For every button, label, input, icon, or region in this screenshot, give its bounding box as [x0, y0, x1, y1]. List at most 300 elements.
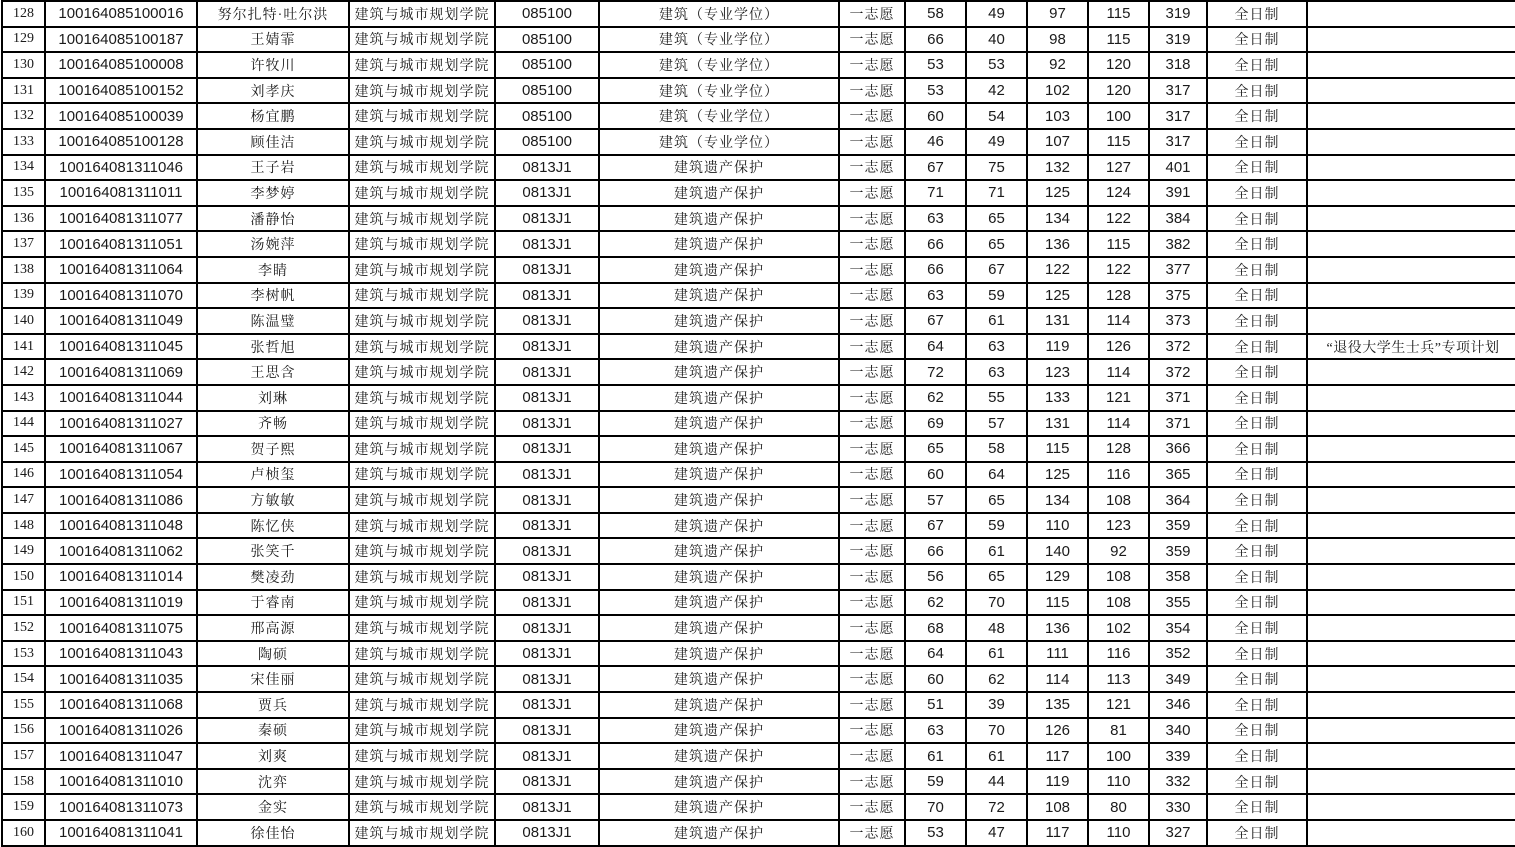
cell-college: 建筑与城市规划学院 [349, 615, 495, 641]
cell-s4: 80 [1088, 794, 1149, 820]
cell-college: 建筑与城市规划学院 [349, 411, 495, 437]
cell-name: 卢桢玺 [197, 462, 349, 488]
cell-college: 建筑与城市规划学院 [349, 283, 495, 309]
cell-code: 0813J1 [495, 385, 599, 411]
cell-mode: 全日制 [1207, 411, 1307, 437]
cell-s3: 103 [1027, 103, 1088, 129]
cell-s2: 54 [966, 103, 1027, 129]
cell-s4: 127 [1088, 155, 1149, 181]
cell-name: 刘琳 [197, 385, 349, 411]
cell-name: 刘爽 [197, 743, 349, 769]
cell-remark [1307, 718, 1515, 744]
cell-major: 建筑（专业学位） [599, 103, 839, 129]
cell-remark [1307, 462, 1515, 488]
cell-s3: 119 [1027, 769, 1088, 795]
cell-total: 377 [1149, 257, 1207, 283]
cell-major: 建筑遗产保护 [599, 794, 839, 820]
cell-college: 建筑与城市规划学院 [349, 769, 495, 795]
cell-total: 365 [1149, 462, 1207, 488]
cell-name: 刘孝庆 [197, 78, 349, 104]
cell-remark [1307, 257, 1515, 283]
cell-major: 建筑（专业学位） [599, 78, 839, 104]
cell-college: 建筑与城市规划学院 [349, 718, 495, 744]
cell-volunteer: 一志愿 [839, 718, 905, 744]
cell-mode: 全日制 [1207, 308, 1307, 334]
cell-no: 132 [2, 103, 45, 129]
cell-s1: 70 [905, 794, 966, 820]
cell-code: 0813J1 [495, 538, 599, 564]
cell-s3: 125 [1027, 180, 1088, 206]
cell-total: 373 [1149, 308, 1207, 334]
cell-college: 建筑与城市规划学院 [349, 155, 495, 181]
table-row [2, 359, 1515, 385]
cell-major: 建筑遗产保护 [599, 615, 839, 641]
cell-name: 杨宜鹏 [197, 103, 349, 129]
cell-s1: 60 [905, 666, 966, 692]
cell-total: 364 [1149, 487, 1207, 513]
cell-total: 401 [1149, 155, 1207, 181]
cell-s3: 115 [1027, 590, 1088, 616]
cell-volunteer: 一志愿 [839, 794, 905, 820]
cell-major: 建筑遗产保护 [599, 513, 839, 539]
cell-major: 建筑（专业学位） [599, 1, 839, 27]
cell-volunteer: 一志愿 [839, 78, 905, 104]
cell-total: 317 [1149, 78, 1207, 104]
cell-total: 319 [1149, 27, 1207, 53]
cell-major: 建筑遗产保护 [599, 206, 839, 232]
cell-total: 349 [1149, 666, 1207, 692]
cell-major: 建筑遗产保护 [599, 487, 839, 513]
cell-total: 371 [1149, 385, 1207, 411]
cell-total: 366 [1149, 436, 1207, 462]
cell-no: 146 [2, 462, 45, 488]
cell-volunteer: 一志愿 [839, 820, 905, 846]
cell-s1: 53 [905, 78, 966, 104]
cell-code: 0813J1 [495, 794, 599, 820]
cell-s4: 110 [1088, 820, 1149, 846]
cell-name: 潘静怡 [197, 206, 349, 232]
cell-s1: 60 [905, 103, 966, 129]
cell-college: 建筑与城市规划学院 [349, 52, 495, 78]
cell-mode: 全日制 [1207, 27, 1307, 53]
table-row [2, 743, 1515, 769]
cell-s2: 65 [966, 487, 1027, 513]
cell-s1: 62 [905, 385, 966, 411]
cell-major: 建筑遗产保护 [599, 334, 839, 360]
cell-s1: 63 [905, 283, 966, 309]
cell-mode: 全日制 [1207, 794, 1307, 820]
cell-s4: 128 [1088, 283, 1149, 309]
cell-total: 317 [1149, 103, 1207, 129]
cell-s4: 110 [1088, 769, 1149, 795]
cell-volunteer: 一志愿 [839, 52, 905, 78]
cell-code: 0813J1 [495, 180, 599, 206]
table-row [2, 641, 1515, 667]
cell-remark [1307, 615, 1515, 641]
cell-name: 李睛 [197, 257, 349, 283]
cell-s3: 98 [1027, 27, 1088, 53]
cell-s2: 55 [966, 385, 1027, 411]
cell-s1: 66 [905, 538, 966, 564]
cell-volunteer: 一志愿 [839, 231, 905, 257]
cell-s3: 115 [1027, 436, 1088, 462]
cell-code: 085100 [495, 27, 599, 53]
cell-total: 384 [1149, 206, 1207, 232]
cell-name: 张哲旭 [197, 334, 349, 360]
cell-major: 建筑（专业学位） [599, 27, 839, 53]
table-row [2, 52, 1515, 78]
cell-volunteer: 一志愿 [839, 359, 905, 385]
cell-mode: 全日制 [1207, 666, 1307, 692]
cell-no: 158 [2, 769, 45, 795]
cell-id: 100164081311014 [45, 564, 197, 590]
cell-id: 100164085100016 [45, 1, 197, 27]
cell-s2: 65 [966, 206, 1027, 232]
cell-mode: 全日制 [1207, 692, 1307, 718]
table-row [2, 769, 1515, 795]
cell-code: 085100 [495, 1, 599, 27]
cell-total: 319 [1149, 1, 1207, 27]
cell-name: 徐佳怡 [197, 820, 349, 846]
table-row [2, 820, 1515, 846]
cell-major: 建筑遗产保护 [599, 385, 839, 411]
cell-s4: 108 [1088, 487, 1149, 513]
cell-remark [1307, 641, 1515, 667]
cell-college: 建筑与城市规划学院 [349, 590, 495, 616]
cell-volunteer: 一志愿 [839, 206, 905, 232]
cell-major: 建筑遗产保护 [599, 308, 839, 334]
cell-mode: 全日制 [1207, 1, 1307, 27]
cell-mode: 全日制 [1207, 155, 1307, 181]
admission-score-table [1, 0, 1515, 847]
cell-mode: 全日制 [1207, 641, 1307, 667]
cell-college: 建筑与城市规划学院 [349, 692, 495, 718]
cell-name: 贾兵 [197, 692, 349, 718]
cell-id: 100164081311010 [45, 769, 197, 795]
cell-code: 0813J1 [495, 615, 599, 641]
cell-total: 372 [1149, 334, 1207, 360]
cell-code: 0813J1 [495, 462, 599, 488]
cell-s1: 67 [905, 513, 966, 539]
cell-s2: 58 [966, 436, 1027, 462]
cell-code: 0813J1 [495, 820, 599, 846]
cell-mode: 全日制 [1207, 334, 1307, 360]
cell-s2: 40 [966, 27, 1027, 53]
cell-volunteer: 一志愿 [839, 436, 905, 462]
cell-id: 100164081311045 [45, 334, 197, 360]
cell-s4: 122 [1088, 206, 1149, 232]
cell-code: 0813J1 [495, 155, 599, 181]
cell-id: 100164081311086 [45, 487, 197, 513]
cell-remark [1307, 206, 1515, 232]
cell-s2: 63 [966, 334, 1027, 360]
cell-code: 085100 [495, 52, 599, 78]
cell-volunteer: 一志愿 [839, 692, 905, 718]
cell-id: 100164081311070 [45, 283, 197, 309]
cell-s3: 131 [1027, 411, 1088, 437]
cell-s1: 66 [905, 27, 966, 53]
cell-code: 0813J1 [495, 718, 599, 744]
table-row [2, 487, 1515, 513]
cell-id: 100164081311048 [45, 513, 197, 539]
cell-mode: 全日制 [1207, 206, 1307, 232]
cell-no: 144 [2, 411, 45, 437]
cell-code: 0813J1 [495, 257, 599, 283]
cell-code: 0813J1 [495, 436, 599, 462]
cell-mode: 全日制 [1207, 513, 1307, 539]
cell-major: 建筑遗产保护 [599, 564, 839, 590]
cell-mode: 全日制 [1207, 718, 1307, 744]
cell-remark [1307, 283, 1515, 309]
cell-s2: 65 [966, 564, 1027, 590]
cell-name: 汤婉萍 [197, 231, 349, 257]
cell-s3: 92 [1027, 52, 1088, 78]
table-row [2, 27, 1515, 53]
cell-college: 建筑与城市规划学院 [349, 27, 495, 53]
cell-remark [1307, 180, 1515, 206]
cell-name: 顾佳洁 [197, 129, 349, 155]
cell-major: 建筑遗产保护 [599, 231, 839, 257]
cell-remark [1307, 385, 1515, 411]
cell-no: 150 [2, 564, 45, 590]
cell-id: 100164081311077 [45, 206, 197, 232]
cell-s3: 125 [1027, 462, 1088, 488]
cell-college: 建筑与城市规划学院 [349, 308, 495, 334]
cell-mode: 全日制 [1207, 743, 1307, 769]
cell-s4: 114 [1088, 359, 1149, 385]
cell-id: 100164081311067 [45, 436, 197, 462]
cell-code: 0813J1 [495, 411, 599, 437]
table-row [2, 666, 1515, 692]
table-row [2, 257, 1515, 283]
cell-s2: 61 [966, 308, 1027, 334]
cell-volunteer: 一志愿 [839, 334, 905, 360]
cell-s1: 60 [905, 462, 966, 488]
cell-total: 340 [1149, 718, 1207, 744]
cell-remark [1307, 359, 1515, 385]
cell-id: 100164081311047 [45, 743, 197, 769]
cell-id: 100164081311049 [45, 308, 197, 334]
cell-code: 0813J1 [495, 743, 599, 769]
cell-s3: 129 [1027, 564, 1088, 590]
cell-total: 318 [1149, 52, 1207, 78]
table-row [2, 206, 1515, 232]
cell-s3: 126 [1027, 718, 1088, 744]
cell-no: 137 [2, 231, 45, 257]
table-row [2, 513, 1515, 539]
cell-total: 371 [1149, 411, 1207, 437]
cell-code: 0813J1 [495, 283, 599, 309]
cell-total: 358 [1149, 564, 1207, 590]
cell-major: 建筑遗产保护 [599, 436, 839, 462]
cell-no: 156 [2, 718, 45, 744]
cell-total: 375 [1149, 283, 1207, 309]
cell-s3: 136 [1027, 615, 1088, 641]
cell-major: 建筑遗产保护 [599, 743, 839, 769]
cell-id: 100164081311075 [45, 615, 197, 641]
cell-code: 0813J1 [495, 666, 599, 692]
table-row [2, 615, 1515, 641]
cell-college: 建筑与城市规划学院 [349, 1, 495, 27]
cell-no: 147 [2, 487, 45, 513]
cell-remark [1307, 743, 1515, 769]
cell-volunteer: 一志愿 [839, 615, 905, 641]
cell-s4: 115 [1088, 129, 1149, 155]
cell-total: 339 [1149, 743, 1207, 769]
cell-code: 0813J1 [495, 513, 599, 539]
cell-volunteer: 一志愿 [839, 666, 905, 692]
cell-s4: 108 [1088, 590, 1149, 616]
cell-code: 085100 [495, 129, 599, 155]
cell-s4: 124 [1088, 180, 1149, 206]
cell-s4: 126 [1088, 334, 1149, 360]
cell-id: 100164081311044 [45, 385, 197, 411]
cell-s2: 48 [966, 615, 1027, 641]
cell-s4: 120 [1088, 78, 1149, 104]
cell-s3: 111 [1027, 641, 1088, 667]
cell-s2: 63 [966, 359, 1027, 385]
cell-volunteer: 一志愿 [839, 411, 905, 437]
cell-s2: 57 [966, 411, 1027, 437]
cell-s2: 64 [966, 462, 1027, 488]
table-row [2, 411, 1515, 437]
cell-code: 0813J1 [495, 308, 599, 334]
cell-remark: “退役大学生士兵”专项计划 [1307, 334, 1515, 360]
cell-volunteer: 一志愿 [839, 538, 905, 564]
cell-college: 建筑与城市规划学院 [349, 78, 495, 104]
cell-college: 建筑与城市规划学院 [349, 129, 495, 155]
cell-major: 建筑遗产保护 [599, 359, 839, 385]
cell-mode: 全日制 [1207, 129, 1307, 155]
cell-code: 0813J1 [495, 334, 599, 360]
cell-s1: 58 [905, 1, 966, 27]
cell-s1: 65 [905, 436, 966, 462]
cell-college: 建筑与城市规划学院 [349, 206, 495, 232]
cell-no: 153 [2, 641, 45, 667]
cell-s2: 53 [966, 52, 1027, 78]
cell-s3: 117 [1027, 743, 1088, 769]
cell-no: 129 [2, 27, 45, 53]
cell-id: 100164085100128 [45, 129, 197, 155]
cell-s2: 59 [966, 283, 1027, 309]
cell-s4: 121 [1088, 692, 1149, 718]
cell-s1: 66 [905, 231, 966, 257]
cell-s2: 44 [966, 769, 1027, 795]
cell-s4: 128 [1088, 436, 1149, 462]
cell-s3: 122 [1027, 257, 1088, 283]
cell-name: 金实 [197, 794, 349, 820]
cell-s3: 108 [1027, 794, 1088, 820]
cell-s3: 134 [1027, 487, 1088, 513]
cell-s2: 62 [966, 666, 1027, 692]
cell-major: 建筑（专业学位） [599, 129, 839, 155]
cell-code: 0813J1 [495, 590, 599, 616]
cell-name: 方敏敏 [197, 487, 349, 513]
cell-id: 100164081311051 [45, 231, 197, 257]
cell-mode: 全日制 [1207, 462, 1307, 488]
cell-mode: 全日制 [1207, 180, 1307, 206]
cell-s4: 116 [1088, 462, 1149, 488]
cell-college: 建筑与城市规划学院 [349, 743, 495, 769]
cell-id: 100164081311035 [45, 666, 197, 692]
cell-remark [1307, 103, 1515, 129]
cell-s1: 46 [905, 129, 966, 155]
cell-total: 346 [1149, 692, 1207, 718]
cell-no: 148 [2, 513, 45, 539]
cell-mode: 全日制 [1207, 436, 1307, 462]
cell-remark [1307, 129, 1515, 155]
cell-s4: 92 [1088, 538, 1149, 564]
cell-s4: 115 [1088, 231, 1149, 257]
cell-no: 128 [2, 1, 45, 27]
cell-s2: 61 [966, 538, 1027, 564]
cell-no: 142 [2, 359, 45, 385]
cell-major: 建筑遗产保护 [599, 590, 839, 616]
cell-s1: 56 [905, 564, 966, 590]
cell-volunteer: 一志愿 [839, 743, 905, 769]
cell-remark [1307, 666, 1515, 692]
cell-major: 建筑遗产保护 [599, 257, 839, 283]
cell-major: 建筑（专业学位） [599, 52, 839, 78]
cell-no: 136 [2, 206, 45, 232]
cell-s2: 42 [966, 78, 1027, 104]
cell-volunteer: 一志愿 [839, 155, 905, 181]
cell-s1: 63 [905, 206, 966, 232]
cell-major: 建筑遗产保护 [599, 666, 839, 692]
cell-mode: 全日制 [1207, 538, 1307, 564]
cell-total: 330 [1149, 794, 1207, 820]
cell-s2: 75 [966, 155, 1027, 181]
cell-code: 085100 [495, 78, 599, 104]
cell-volunteer: 一志愿 [839, 564, 905, 590]
cell-s1: 64 [905, 641, 966, 667]
cell-s2: 72 [966, 794, 1027, 820]
cell-college: 建筑与城市规划学院 [349, 487, 495, 513]
cell-remark [1307, 769, 1515, 795]
cell-college: 建筑与城市规划学院 [349, 820, 495, 846]
cell-id: 100164081311073 [45, 794, 197, 820]
cell-total: 382 [1149, 231, 1207, 257]
cell-s1: 51 [905, 692, 966, 718]
cell-s4: 108 [1088, 564, 1149, 590]
cell-s2: 71 [966, 180, 1027, 206]
cell-volunteer: 一志愿 [839, 641, 905, 667]
cell-college: 建筑与城市规划学院 [349, 359, 495, 385]
cell-s1: 67 [905, 155, 966, 181]
table-row [2, 180, 1515, 206]
cell-id: 100164085100187 [45, 27, 197, 53]
cell-volunteer: 一志愿 [839, 27, 905, 53]
cell-name: 秦硕 [197, 718, 349, 744]
cell-s3: 119 [1027, 334, 1088, 360]
table-row [2, 462, 1515, 488]
cell-major: 建筑遗产保护 [599, 641, 839, 667]
cell-s1: 59 [905, 769, 966, 795]
cell-total: 354 [1149, 615, 1207, 641]
cell-s1: 71 [905, 180, 966, 206]
cell-volunteer: 一志愿 [839, 308, 905, 334]
cell-s1: 64 [905, 334, 966, 360]
cell-id: 100164081311062 [45, 538, 197, 564]
cell-remark [1307, 820, 1515, 846]
cell-remark [1307, 78, 1515, 104]
cell-remark [1307, 794, 1515, 820]
cell-major: 建筑遗产保护 [599, 538, 839, 564]
cell-total: 359 [1149, 538, 1207, 564]
cell-no: 149 [2, 538, 45, 564]
cell-college: 建筑与城市规划学院 [349, 385, 495, 411]
cell-s4: 121 [1088, 385, 1149, 411]
